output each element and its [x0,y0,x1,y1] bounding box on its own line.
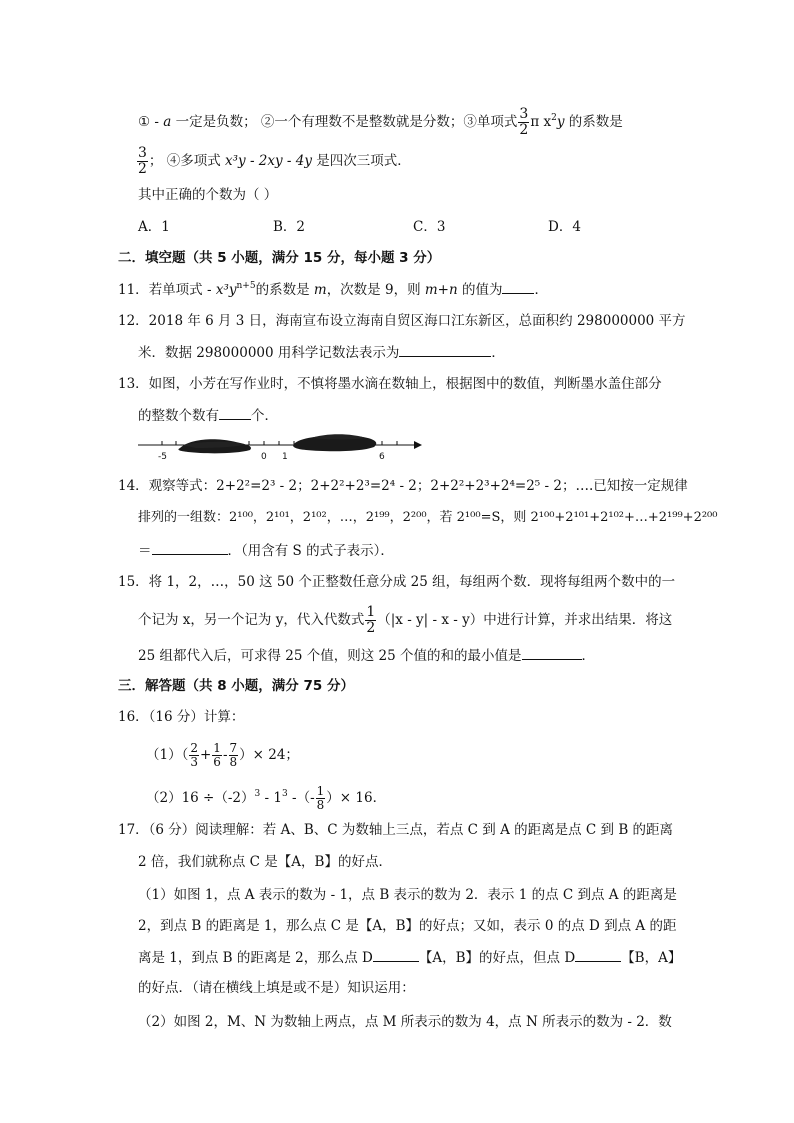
q10-stmt1-prefix: ① - [138,114,164,130]
q15-fraction-1-2: $\frac{1}{2}$ [366,604,376,636]
q10-line2: $\frac{3}{2}$ ； ④多项式 x³y - 2xy - 4y 是四次三项式． [138,145,411,177]
q10-fraction-3-2: $\frac{3}{2}$ [519,106,529,138]
q16-part2: $(2)16 \div(-2)^3 - 1^3$ -（- $\frac{1}{8}$ ）× 16． [146,784,387,812]
q12-line1: 12．2018 年 6 月 3 日，海南宣布设立海南自贸区海口江东新区，总面积约 298000000 平方 [118,313,686,329]
q10-stmt-text: 一定是负数； ②一个有理数不是整数就是分数；③单项式 [171,114,518,130]
q17-line2: 2 倍，我们就称点 C 是【A，B】的好点． [138,854,392,870]
q14-answer-blank[interactable] [152,540,228,555]
axis-label-0: 0 [261,452,267,462]
q17-blank-2[interactable] [575,947,621,962]
q10-line1: ① - a 一定是负数； ②一个有理数不是整数就是分数；③单项式 $\frac{3}{2}$ π $x^2y$ 的系数是 [138,106,623,138]
section-title-solve: 三．解答题（共 8 小题，满分 75 分） [118,678,354,694]
q12-answer-blank[interactable] [399,342,491,357]
arrow-right-icon [414,441,422,449]
q10-option-d[interactable]: D．4 [548,219,581,235]
q17-line4: 2，到点 B 的距离是 1，那么点 C 是【A，B】的好点；又如，表示 0 的点 D 到点 A 的距 [138,918,677,934]
q14-line2: 排列的一组数：2¹⁰⁰，2¹⁰¹，2¹⁰²，…，2¹⁹⁹，2²⁰⁰，若 2¹⁰⁰=S，则 2¹⁰⁰+2¹⁰¹+2¹⁰²+…+2¹⁹⁹+2²⁰⁰ [138,510,718,525]
q17-blank-1[interactable] [373,947,419,962]
q12-line2: 米．数据 298000000 用科学记数法表示为 ． [138,342,505,363]
q15-line1: 15．将 1，2，…，50 这 50 个正整数任意分成 25 组，每组两个数．现将每组两个数中的一 [118,574,676,590]
q15-line2: 个记为 x，另一个记为 y，代入代数式 $\frac{1}{2}$ （|x - y| - x - y）中进行计算，并求出结果．将这 [138,604,673,636]
q15-answer-blank[interactable] [522,645,582,660]
q16-frac-1-8: $\frac{1}{8}$ [316,784,325,812]
q16-frac-7-8: $\frac{7}{8}$ [229,741,238,769]
q13-answer-blank[interactable] [219,405,251,420]
q16-frac-2-3: $\frac{2}{3}$ [190,741,198,769]
q17-line3: （1）如图 1，点 A 表示的数为 - 1，点 B 表示的数为 2．表示 1 的点 C 到点 A 的距离是 [138,887,677,903]
q10-option-a[interactable]: A．1 [138,219,170,235]
q10-pi-x: π x [530,114,552,130]
q14-line1: 14．观察等式：2+2²=2³ - 2；2+2²+2³=2⁴ - 2；2+2²+2³+2⁴=2⁵ - 2；….已知按一定规律 [118,478,688,494]
q10-var-a: a [163,114,172,130]
q14-line3: ＝ ．（用含有 S 的式子表示）． [138,540,394,561]
q16-head: 16．（16 分）计算： [118,709,245,725]
q10-option-c[interactable]: C．3 [413,219,446,235]
q17-line7: （2）如图 2，M、N 为数轴上两点，点 M 所表示的数为 4，点 N 所表示的数为 - 2．数 [138,1014,672,1030]
q11: 11．若单项式 - $x^3y^{n+5}$的系数是 m，次数是 9，则 m+n 的值为 ． [118,281,548,298]
q13-line2: 的整数个数有 个． [138,405,278,426]
axis-label-6: 6 [379,452,385,462]
q10-fraction-3-2-b: $\frac{3}{2}$ [138,145,147,177]
q17-line6: 的好点．（请在横线上填是或不是）知识运用： [138,980,415,996]
number-line-figure [136,432,426,464]
q10-question: 其中正确的个数为（ ） [138,187,278,203]
q17-line5: 离是 1，到点 B 的距离是 2，那么点 D 【A，B】的好点，但点 D 【B，A】 [138,947,681,968]
axis-label-1: 1 [282,452,288,462]
q16-part1: （1）（ $\frac{2}{3}$ + $\frac{1}{6}$ - $\frac{7}{8}$ ）× 24； [146,741,299,769]
q11-answer-blank[interactable] [502,279,534,294]
axis-label-neg5: -5 [158,452,167,462]
q17-line1: 17．（6 分）阅读理解：若 A、B、C 为数轴上三点，若点 C 到 A 的距离是点 C 到 B 的距离 [118,822,674,838]
q15-line3: 25 组都代入后，可求得 25 个值，则这 25 个值的和的最小值是 ． [138,645,595,666]
q16-frac-1-6: $\frac{1}{6}$ [213,741,221,769]
section-title-fill-in: 二．填空题（共 5 小题，满分 15 分，每小题 3 分） [118,250,441,266]
q10-options [138,217,581,237]
q13-line1: 13．如图，小芳在写作业时，不慎将墨水滴在数轴上，根据图中的数值，判断墨水盖住部分 [118,376,662,392]
q10-option-b[interactable]: B．2 [273,219,306,235]
q10-polynomial: x³y - 2xy - 4y [225,153,313,169]
